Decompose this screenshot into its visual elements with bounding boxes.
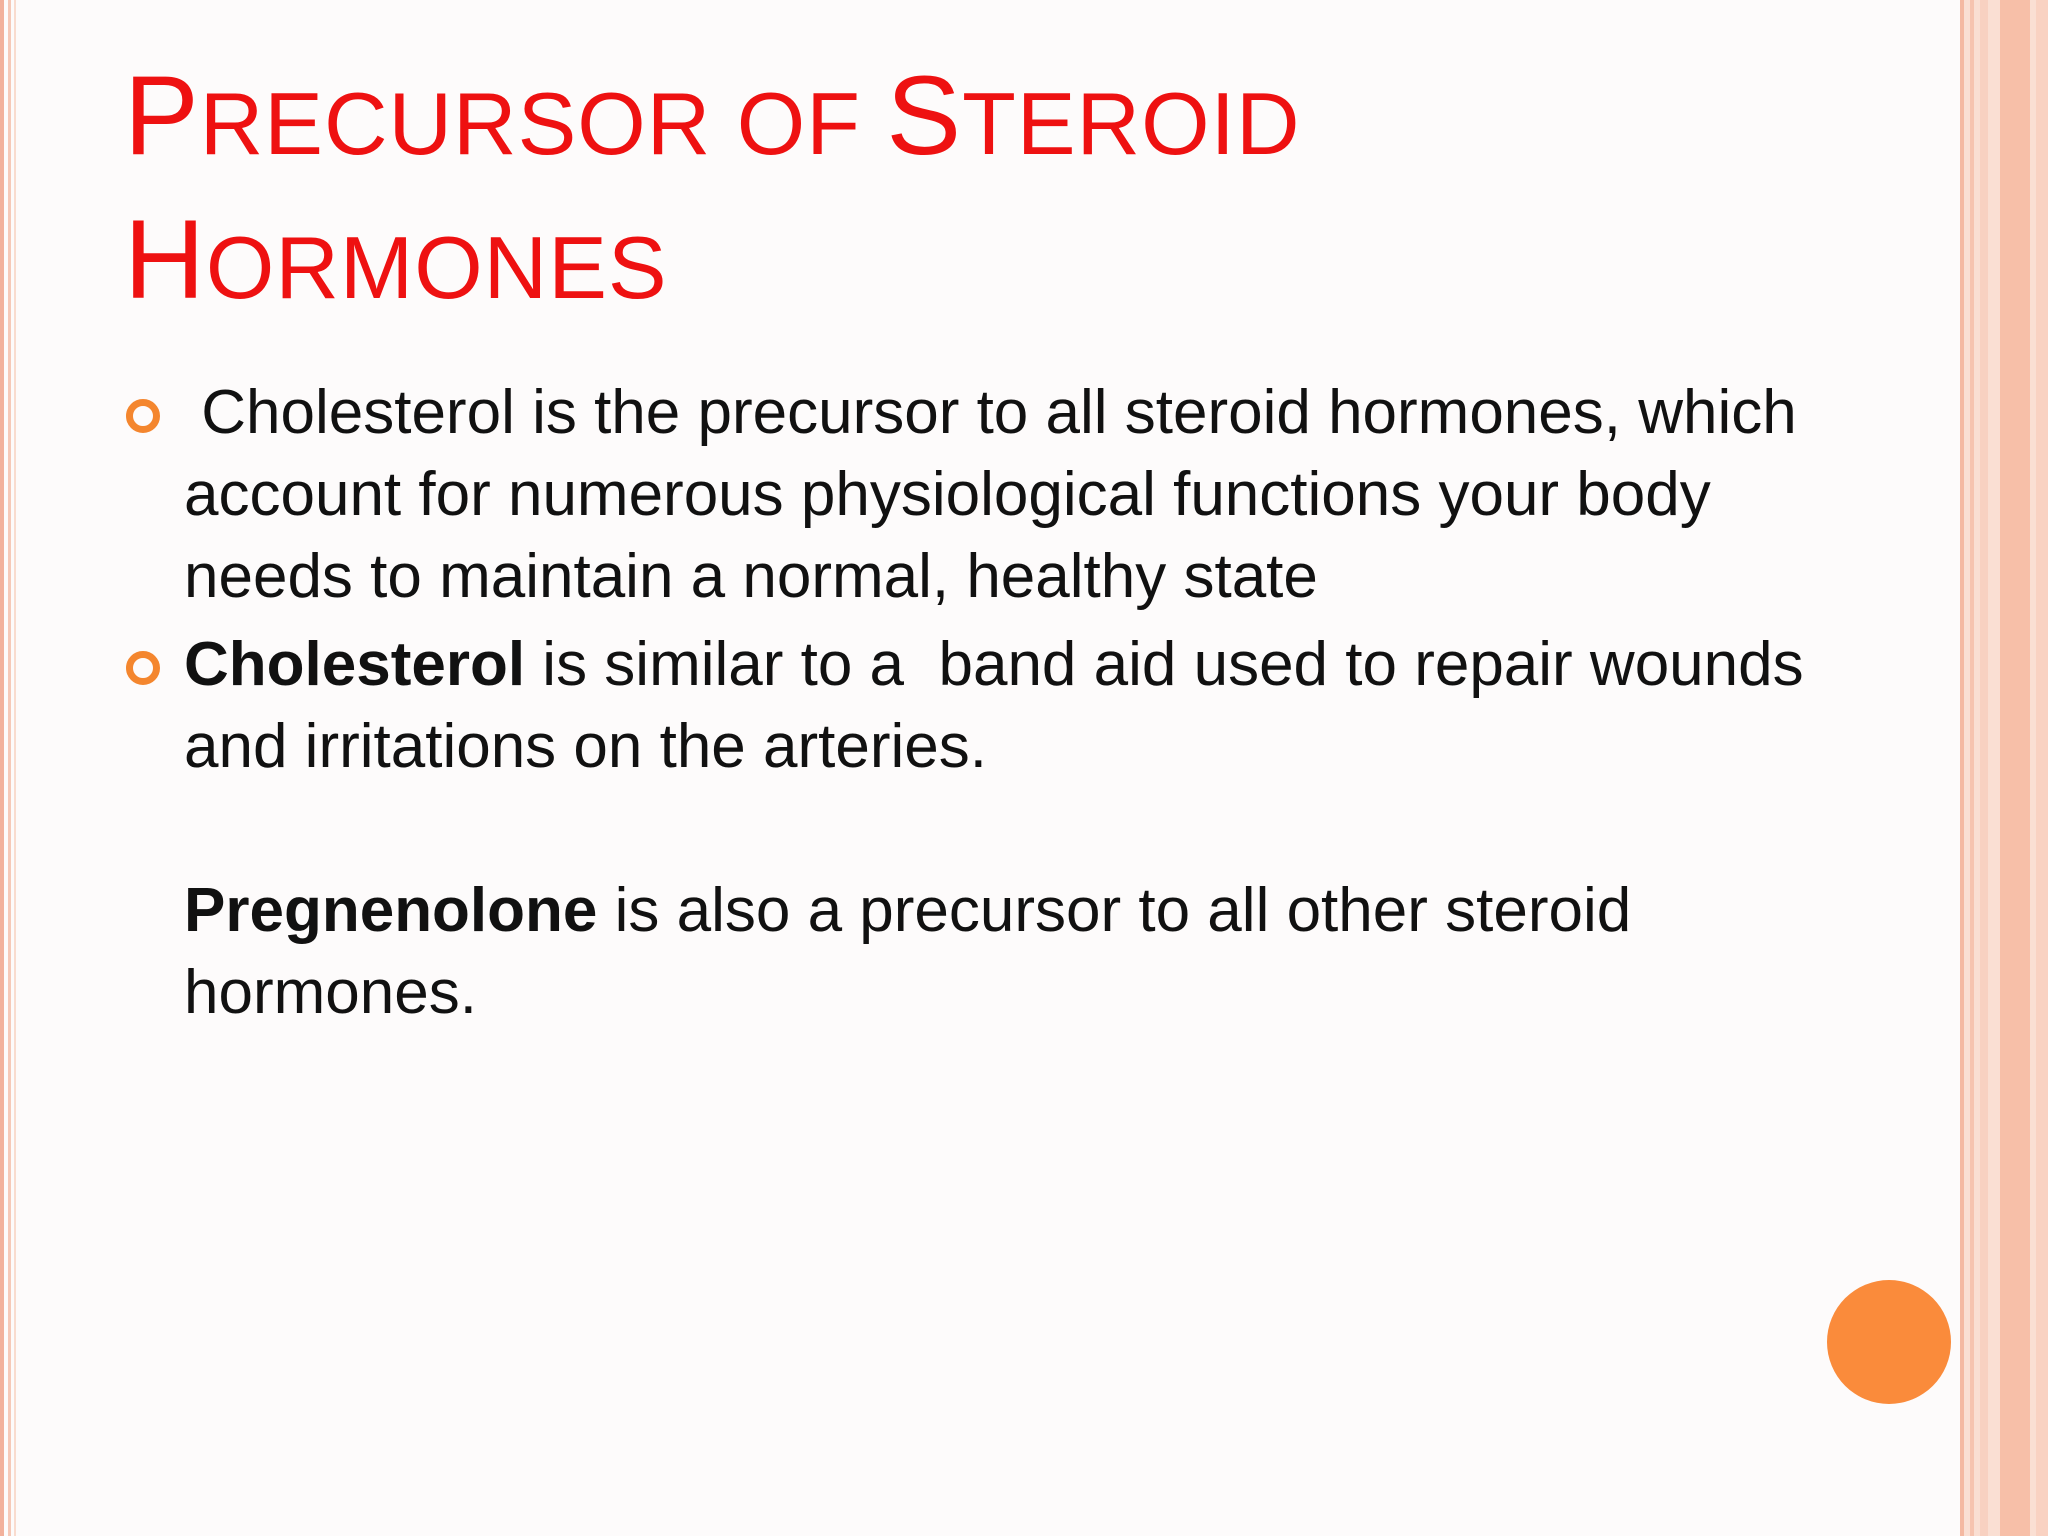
- right-border-stripe: [1970, 0, 1974, 1536]
- bullet-item: [184, 624, 1821, 1034]
- slide-title: [124, 48, 1824, 336]
- title-line-1: [124, 48, 1824, 192]
- title-word: OF: [736, 74, 861, 173]
- title-initial: S: [886, 53, 963, 178]
- bullet-list: [184, 372, 1821, 1034]
- left-border-stripe: [8, 0, 11, 1536]
- paragraph-gap: [184, 788, 1804, 870]
- bullet-text: is similar to a band aid used to repair wounds and irritations on the arteries.: [184, 630, 1821, 781]
- title-line-2: [124, 192, 1824, 336]
- bold-term: Pregnenolone: [184, 876, 598, 945]
- bold-term: Cholesterol: [184, 630, 526, 699]
- title-word: ORMONES: [205, 218, 668, 317]
- bullet-ring-icon: [126, 651, 160, 685]
- bullet-ring-icon: [126, 399, 160, 433]
- title-word: RECURSOR: [199, 74, 712, 173]
- orange-circle-decoration: [1827, 1280, 1951, 1404]
- right-border-stripe: [2036, 0, 2048, 1536]
- right-border-stripe: [1980, 0, 1988, 1536]
- bullet-text: is also a precursor to all other steroid hormones.: [184, 876, 1632, 1027]
- right-border-stripe: [1960, 0, 1964, 1536]
- left-border-stripe: [0, 0, 4, 1536]
- bullet-text: Cholesterol is the precursor to all steroid hormones, which account for numerous physiological functions your body needs to maintain a normal, healthy state: [184, 378, 1814, 611]
- title-initial: P: [124, 53, 200, 178]
- right-border-stripe: [2000, 0, 2030, 1536]
- title-initial: H: [124, 197, 206, 322]
- title-word: TEROID: [962, 74, 1301, 173]
- bullet-continuation: [184, 870, 1804, 1034]
- bullet-item: [184, 372, 1814, 618]
- left-border-stripe: [14, 0, 16, 1536]
